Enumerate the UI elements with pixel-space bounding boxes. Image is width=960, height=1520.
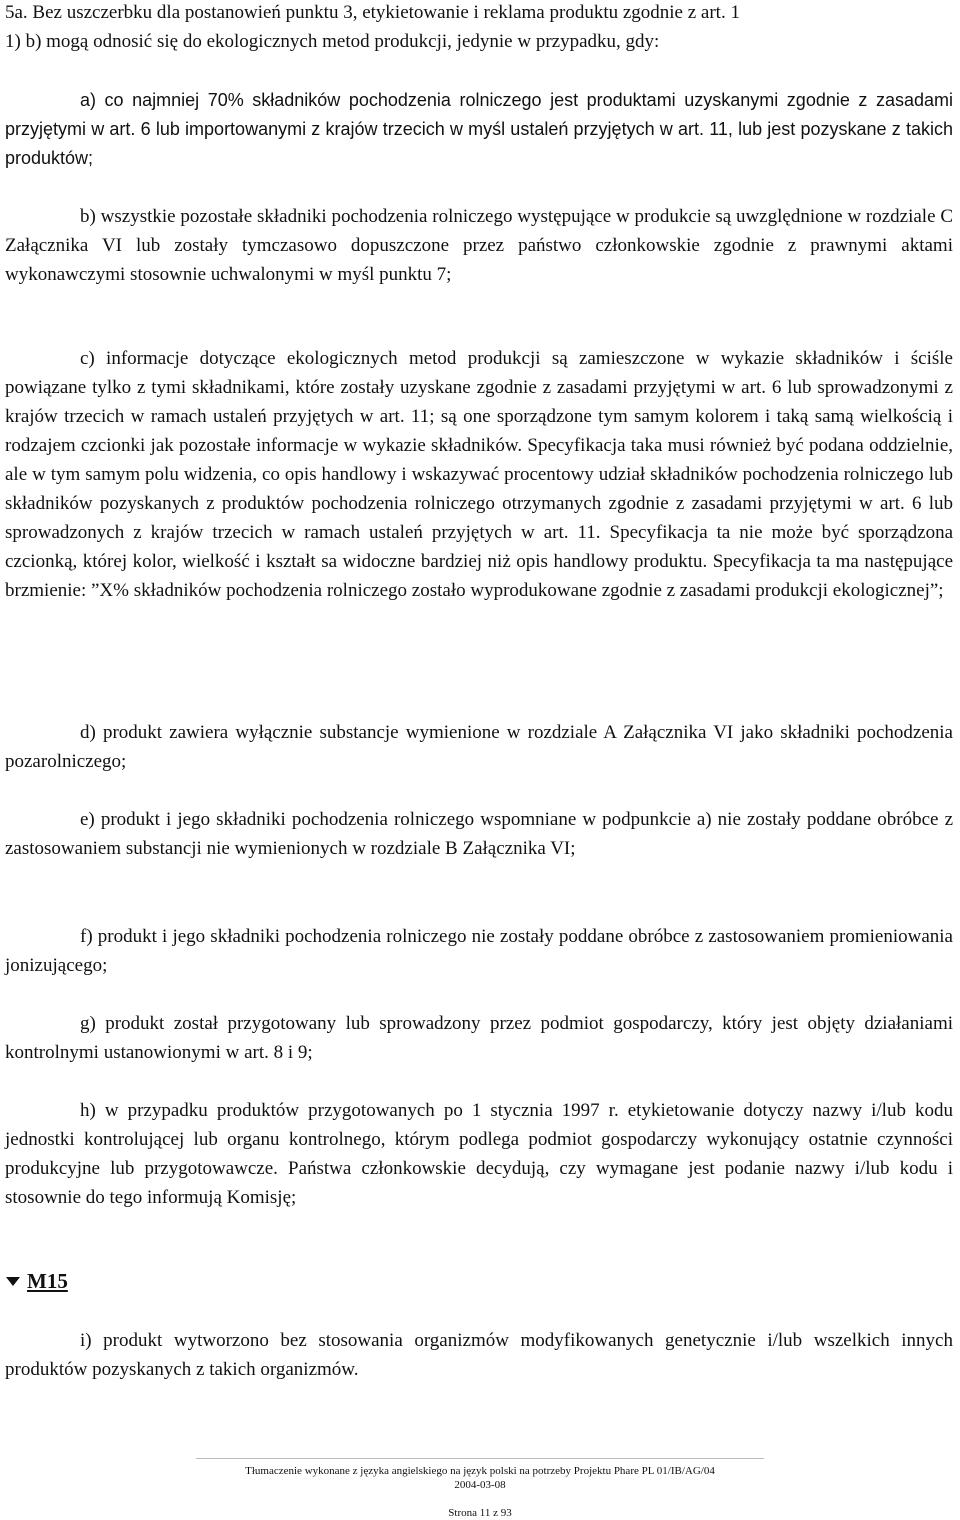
item-d: d) produkt zawiera wyłącznie substancje wymienione w rozdziale A Załącznika VI jako składniki pochodzenia pozarolniczego; — [5, 722, 953, 772]
triangle-down-icon — [6, 1277, 20, 1286]
item-f: f) produkt i jego składniki pochodzenia rolniczego nie zostały poddane obróbce z zastosowaniem promieniowania jonizującego; — [5, 926, 953, 976]
item-h: h) w przypadku produktów przygotowanych po 1 stycznia 1997 r. etykietowanie dotyczy nazwy i/lub kodu jednostki kontrolującej lub organu kontrolnego, którym podlega podmiot gospodarczy wykonujący ostatnie czynności produkcyjne lub przygotowawcze. Państwa członkowskie decydują, czy wymagane jest podanie nazwy i/lub kodu i stosownie do tego informują Komisję; — [5, 1100, 953, 1208]
amendment-marker[interactable] — [6, 1269, 68, 1294]
item-g: g) produkt został przygotowany lub sprowadzony przez podmiot gospodarczy, który jest objęty działaniami kontrolnymi ustanowionymi w art. 8 i 9; — [5, 1013, 953, 1063]
item-i: i) produkt wytworzono bez stosowania organizmów modyfikowanych genetycznie i/lub wszelkich innych produktów pozyskanych z takich organizmów. — [5, 1330, 953, 1380]
item-e: e) produkt i jego składniki pochodzenia rolniczego wspomniane w podpunkcie a) nie zostały poddane obróbce z zastosowaniem substancji nie wymienionych w rozdziale B Załącznika VI; — [5, 809, 953, 859]
intro-paragraph — [5, 0, 960, 56]
item-c: c) informacje dotyczące ekologicznych metod produkcji są zamieszczone w wykazie składników i ściśle powiązane tylko z tymi składnikami, które zostały uzyskane zgodnie z zasadami przyjętymi w art. 6 lub sprowadzonymi z krajów trzecich w ramach ustaleń przyjętych w art. 11; są one sporządzone tym samym kolorem i taką samą wielkością i rodzajem czcionki jak pozostałe informacje w wykazie składników. Specyfikacja taka musi również być podana oddzielnie, ale w tym samym polu widzenia, co opis handlowy i wskazywać procentowy udział składników pochodzenia rolniczego lub składników pozyskanych z produktów pochodzenia rolniczego otrzymanych zgodnie z zasadami przyjętymi w art. 6 lub sprowadzonych z krajów trzecich w ramach ustaleń przyjętych w art. 11. Specyfikacja ta nie może być sporządzona czcionką, której kolor, wielkość i kształt sa widoczne bardziej niż opis handlowy produktu. Specyfikacja ta ma następujące brzmienie: ”X% składników pochodzenia rolniczego zostało wyprodukowane zgodnie z zasadami produkcji ekologicznej”; — [5, 348, 953, 601]
footer-page-number: Strona 11 z 93 — [448, 1507, 512, 1519]
intro-line-1: 5a. Bez uszczerbku dla postanowień punktu 3, etykietowanie i reklama produktu zgodnie z art. 1 — [5, 2, 740, 23]
footer-translation-note: Tłumaczenie wykonane z języka angielskiego na język polski na potrzeby Projektu Phare PL 01/IB/AG/04 — [245, 1465, 715, 1477]
footer-divider — [196, 1458, 764, 1459]
item-b: b) wszystkie pozostałe składniki pochodzenia rolniczego występujące w produkcie są uwzględnione w rozdziale C Załącznika VI lub zostały tymczasowo dopuszczone przez państwo członkowskie zgodnie z prawnymi aktami wykonawczymi stosownie uchwalonymi w myśl punktu 7; — [5, 206, 953, 285]
footer-date: 2004-03-08 — [454, 1479, 506, 1491]
item-a: a) co najmniej 70% składników pochodzenia rolniczego jest produktami uzyskanymi zgodnie z zasadami przyjętymi w art. 6 lub importowanymi z krajów trzecich w myśl ustaleń przyjętych w art. 11, lub jest pozyskane z takich produktów; — [5, 90, 953, 168]
intro-line-2: 1) b) mogą odnosić się do ekologicznych metod produkcji, jedynie w przypadku, gdy: — [5, 31, 660, 52]
amendment-label[interactable]: M15 — [27, 1269, 68, 1293]
